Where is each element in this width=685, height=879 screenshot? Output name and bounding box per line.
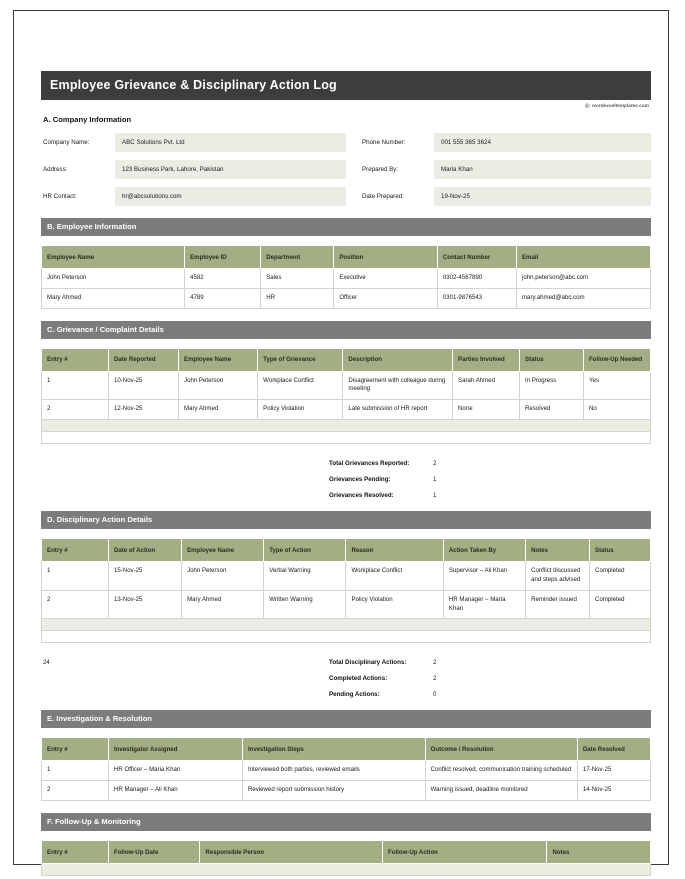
summary-value: 1 xyxy=(433,492,437,500)
grievance-summary xyxy=(41,460,651,499)
table-row[interactable] xyxy=(42,288,651,308)
cell: Policy Violation xyxy=(258,400,343,420)
table-header-row xyxy=(42,246,651,269)
cell: Mary Ahmed xyxy=(182,590,264,619)
summary-spacer xyxy=(41,476,329,483)
cell: Officer xyxy=(334,288,438,308)
cell: Late submission of HR report xyxy=(343,400,453,420)
field-address xyxy=(41,160,346,179)
summary-row xyxy=(41,460,651,467)
column-header: Investigator Assigned xyxy=(108,738,242,761)
column-header: Notes xyxy=(547,841,651,864)
field-prepared-by xyxy=(346,160,651,179)
disciplinary-summary xyxy=(41,659,651,698)
cell: Mary Ahmed xyxy=(42,288,185,308)
investigation-resolution-table xyxy=(41,737,651,801)
column-header: Entry # xyxy=(42,348,109,371)
cell: 1 xyxy=(42,761,109,781)
cell: 14-Nov-25 xyxy=(577,781,650,801)
cell: 2 xyxy=(42,400,109,420)
field-value[interactable]: 123 Business Park, Lahore, Pakistan xyxy=(115,160,346,179)
column-header: Date Reported xyxy=(108,348,178,371)
column-header: Email xyxy=(516,246,650,269)
column-header: Description xyxy=(343,348,453,371)
section-b-heading: B. Employee Information xyxy=(41,218,651,236)
summary-spacer xyxy=(41,460,329,467)
column-header: Type of Action xyxy=(264,539,346,562)
column-header: Employee Name xyxy=(182,539,264,562)
column-header: Contact Number xyxy=(437,246,516,269)
column-header: Position xyxy=(334,246,438,269)
field-value[interactable]: ABC Solutions Pvt. Ltd xyxy=(115,133,346,152)
field-row xyxy=(41,187,651,206)
column-header: Employee Name xyxy=(179,348,258,371)
cell: Interviewed both parties, reviewed emails xyxy=(242,761,425,781)
table-empty-row[interactable] xyxy=(42,864,651,876)
cell: None xyxy=(453,400,520,420)
column-header: Status xyxy=(520,348,584,371)
cell: Warning issued, deadline monitored xyxy=(425,781,577,801)
cell: Reminder issued xyxy=(526,590,590,619)
cell: John Peterson xyxy=(179,371,258,400)
field-row xyxy=(41,160,651,179)
column-header: Reason xyxy=(346,539,443,562)
field-date-prepared xyxy=(346,187,651,206)
cell: 15-Nov-25 xyxy=(108,562,181,591)
field-value[interactable]: 19-Nov-25 xyxy=(434,187,651,206)
summary-value: 2 xyxy=(433,675,437,683)
summary-label: Completed Actions: xyxy=(329,675,388,683)
table-row[interactable] xyxy=(42,371,651,400)
cell xyxy=(42,619,651,631)
column-header: Follow-Up Action xyxy=(383,841,547,864)
cell: 4582 xyxy=(185,269,261,289)
cell: HR xyxy=(261,288,334,308)
section-a-heading: A. Company Information xyxy=(43,115,132,124)
cell: Resolved xyxy=(520,400,584,420)
field-label: Company Name: xyxy=(43,139,90,146)
column-header: Type of Grievance xyxy=(258,348,343,371)
section-e-heading: E. Investigation & Resolution xyxy=(41,710,651,728)
summary-label: Total Disciplinary Actions: xyxy=(329,659,407,667)
cell: Supervisor – Ali Khan xyxy=(443,562,525,591)
table-empty-row[interactable] xyxy=(42,432,651,444)
summary-value: 2 xyxy=(433,460,437,468)
cell: Workplace Conflict xyxy=(346,562,443,591)
field-value[interactable]: Maria Khan xyxy=(434,160,651,179)
field-company-name xyxy=(41,133,346,152)
summary-row xyxy=(41,691,651,698)
cell: HR Manager – Maria Khan xyxy=(443,590,525,619)
column-header: Investigation Steps xyxy=(242,738,425,761)
table-header-row xyxy=(42,348,651,371)
table-row[interactable] xyxy=(42,781,651,801)
cell: Disagreement with colleague during meeting xyxy=(343,371,453,400)
cell: 2 xyxy=(42,781,109,801)
cell: In Progress xyxy=(520,371,584,400)
table-row[interactable] xyxy=(42,269,651,289)
field-hr-contact xyxy=(41,187,346,206)
cell: Sales xyxy=(261,269,334,289)
document-title-bar xyxy=(41,71,651,100)
section-f-heading: F. Follow-Up & Monitoring xyxy=(41,813,651,831)
column-header: Entry # xyxy=(42,539,109,562)
column-header: Follow-Up Needed xyxy=(583,348,650,371)
cell: HR Manager – Ali Khan xyxy=(108,781,242,801)
column-header: Department xyxy=(261,246,334,269)
summary-value: 1 xyxy=(433,476,437,484)
field-row xyxy=(41,133,651,152)
summary-label: Grievances Resolved: xyxy=(329,492,394,500)
field-label: Address: xyxy=(43,166,68,173)
cell: Mary Ahmed xyxy=(179,400,258,420)
cell: 1 xyxy=(42,562,109,591)
page-title: Employee Grievance & Disciplinary Action Log xyxy=(50,78,337,92)
cell: Completed xyxy=(590,562,651,591)
summary-label: Pending Actions: xyxy=(329,691,380,699)
summary-value: 2 xyxy=(433,659,437,667)
cell: Workplace Conflict xyxy=(258,371,343,400)
cell: 13-Nov-25 xyxy=(108,590,181,619)
cell: 12-Nov-25 xyxy=(108,400,178,420)
document-page xyxy=(13,10,669,865)
disciplinary-left-note: 24 xyxy=(43,659,50,667)
cell: 0302-4567890 xyxy=(437,269,516,289)
disciplinary-action-table xyxy=(41,538,651,643)
summary-spacer xyxy=(41,691,329,698)
summary-label: Total Grievances Reported: xyxy=(329,460,410,468)
table-empty-row[interactable] xyxy=(42,420,651,432)
summary-row xyxy=(41,492,651,499)
table-header-row xyxy=(42,539,651,562)
column-header: Responsible Person xyxy=(200,841,383,864)
summary-row xyxy=(41,476,651,483)
grievance-details-table xyxy=(41,348,651,444)
column-header: Parties Involved xyxy=(453,348,520,371)
cell: Reviewed report submission history xyxy=(242,781,425,801)
column-header: Entry # xyxy=(42,738,109,761)
cell: Conflict discussed and steps advised xyxy=(526,562,590,591)
table-row[interactable] xyxy=(42,590,651,619)
cell xyxy=(42,432,651,444)
column-header: Status xyxy=(590,539,651,562)
cell: Policy Violation xyxy=(346,590,443,619)
summary-spacer xyxy=(41,675,329,682)
cell: Yes xyxy=(583,371,650,400)
summary-row xyxy=(41,659,651,666)
field-label: Phone Number: xyxy=(362,139,406,146)
column-header: Notes xyxy=(526,539,590,562)
table-empty-row[interactable] xyxy=(42,619,651,631)
employee-information-table xyxy=(41,245,651,309)
column-header: Date Resolved xyxy=(577,738,650,761)
cell: 0301-9876543 xyxy=(437,288,516,308)
cell: mary.ahmed@abc.com xyxy=(516,288,650,308)
watermark-text: @: wordexceltemplates.com xyxy=(584,103,649,108)
table-row[interactable] xyxy=(42,400,651,420)
follow-up-monitoring-table xyxy=(41,840,651,876)
cell: Sarah Ahmed xyxy=(453,371,520,400)
cell: Verbal Warning xyxy=(264,562,346,591)
summary-label: Grievances Pending: xyxy=(329,476,391,484)
field-phone-number xyxy=(346,133,651,152)
summary-spacer xyxy=(41,492,329,499)
cell: 1 xyxy=(42,371,109,400)
section-d-heading: D. Disciplinary Action Details xyxy=(41,511,651,529)
field-value[interactable]: 001 555 365 3624 xyxy=(434,133,651,152)
cell: 2 xyxy=(42,590,109,619)
field-label: HR Contact: xyxy=(43,193,77,200)
cell: Executive xyxy=(334,269,438,289)
cell: 4789 xyxy=(185,288,261,308)
table-row[interactable] xyxy=(42,761,651,781)
summary-row xyxy=(41,675,651,682)
cell: 17-Nov-25 xyxy=(577,761,650,781)
table-row[interactable] xyxy=(42,562,651,591)
column-header: Employee ID xyxy=(185,246,261,269)
cell: John Peterson xyxy=(182,562,264,591)
cell: john.peterson@abc.com xyxy=(516,269,650,289)
section-c-heading: C. Grievance / Complaint Details xyxy=(41,321,651,339)
cell: HR Officer – Maria Khan xyxy=(108,761,242,781)
column-header: Follow-Up Date xyxy=(108,841,199,864)
field-value[interactable]: hr@abcsolutions.com xyxy=(115,187,346,206)
cell: John Peterson xyxy=(42,269,185,289)
table-header-row xyxy=(42,841,651,864)
summary-value: 0 xyxy=(433,691,437,699)
field-label: Date Prepared: xyxy=(362,193,404,200)
table-header-row xyxy=(42,738,651,761)
column-header: Outcome / Resolution xyxy=(425,738,577,761)
company-information-fields xyxy=(41,133,651,206)
cell xyxy=(42,631,651,643)
cell: No xyxy=(583,400,650,420)
summary-spacer xyxy=(41,659,329,666)
field-label: Prepared By: xyxy=(362,166,399,173)
cell xyxy=(42,864,651,876)
column-header: Entry # xyxy=(42,841,109,864)
column-header: Employee Name xyxy=(42,246,185,269)
column-header: Action Taken By xyxy=(443,539,525,562)
cell: Conflict resolved, communication training scheduled xyxy=(425,761,577,781)
cell: Written Warning xyxy=(264,590,346,619)
cell: Completed xyxy=(590,590,651,619)
table-empty-row[interactable] xyxy=(42,631,651,643)
cell xyxy=(42,420,651,432)
document-body xyxy=(41,71,651,876)
column-header: Date of Action xyxy=(108,539,181,562)
cell: 10-Nov-25 xyxy=(108,371,178,400)
